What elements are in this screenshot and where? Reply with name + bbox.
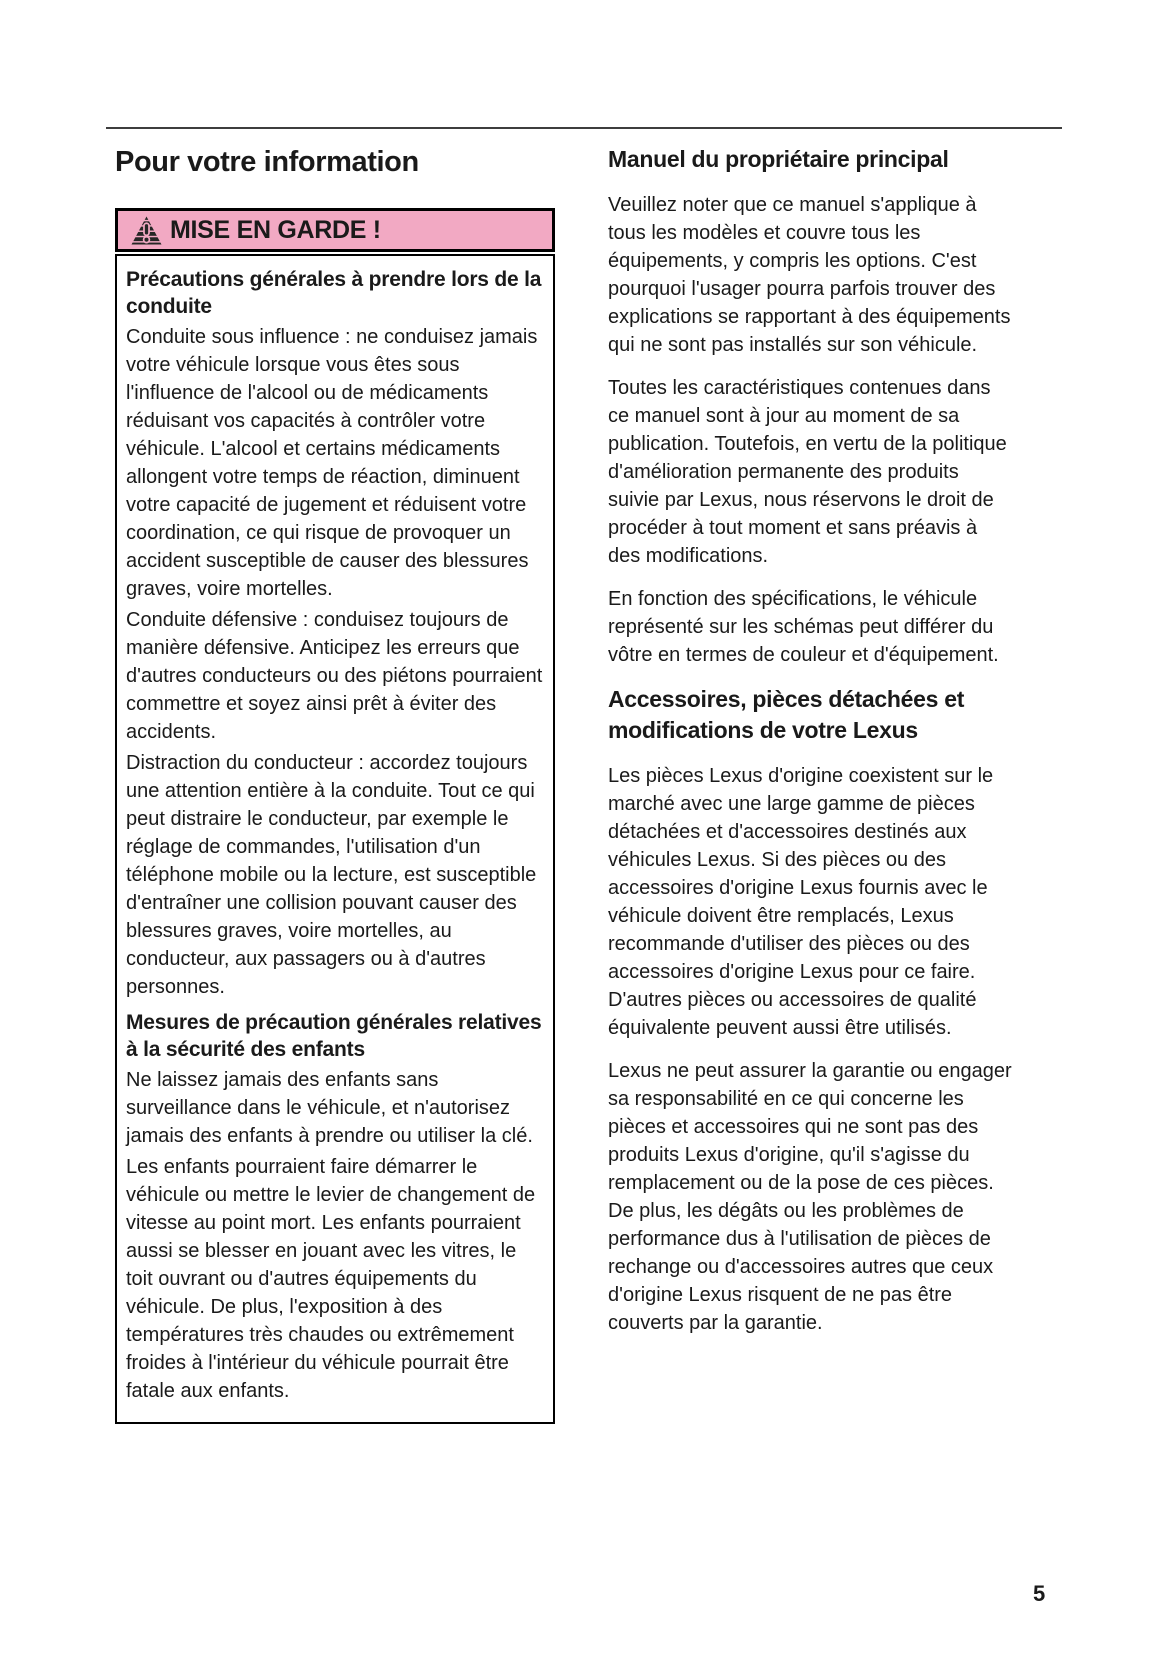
warning-paragraph: Conduite sous influence : ne conduisez jamais votre véhicule lorsque vous êtes sous l'influence de l'alcool ou de médicaments réduisant vos capacités à contrôler votre véhicule. L'alcool et certains médicaments allongent votre temps de réaction, diminuent votre capacité de jugement et réduisent votre coordination, ce qui risque de provoquer un accident susceptible de causer des blessures graves, voire mortelles. bbox=[126, 326, 538, 600]
warning-title: MISE EN GARDE ! bbox=[170, 215, 381, 244]
warning-body bbox=[115, 254, 555, 1424]
warning-paragraph: Distraction du conducteur : accordez toujours une attention entière à la conduite. Tout ce qui peut distraire le conducteur, par exemple le réglage de commandes, l'utilisation d'un téléphone mobile ou la lecture, est susceptible d'entraîner une collision pouvant causer des blessures graves, voire mortelles, au conducteur, aux passagers ou à d'autres personnes. bbox=[126, 752, 537, 998]
body-paragraph: Toutes les caractéristiques contenues dans ce manuel sont à jour au moment de sa publication. Toutefois, en vertu de la politique d'amélioration permanente des produits suivie par Lexus, nous réservons le droit de procéder à tout moment et sans préavis à des modifications. bbox=[608, 377, 1007, 567]
warning-subheading-children: Mesures de précaution générales relatives à la sécurité des enfants bbox=[126, 1011, 542, 1061]
body-paragraph: Lexus ne peut assurer la garantie ou engager sa responsabilité en ce qui concerne les pièces et accessoires qui ne sont pas des produits Lexus d'origine, qu'il s'agisse du remplacement ou de la pose de ces pièces. De plus, les dégâts ou les problèmes de performance dus à l'utilisation de pièces de rechange ou d'accessoires autres que ceux d'origine Lexus risquent de ne pas être couverts par la garantie. bbox=[608, 1060, 1012, 1334]
warning-header bbox=[115, 208, 555, 252]
left-column bbox=[115, 144, 555, 1424]
top-rule bbox=[106, 127, 1062, 129]
warning-paragraph: Les enfants pourraient faire démarrer le véhicule ou mettre le levier de changement de vitesse au point mort. Les enfants pourraient aussi se blesser en jouant avec les vitres, le toit ouvrant ou d'autres équipements du véhicule. De plus, l'exposition à des températures très chaudes ou extrêmement froides à l'intérieur du véhicule pourrait être fatale aux enfants. bbox=[126, 1156, 536, 1402]
body-paragraph: Veuillez noter que ce manuel s'applique à tous les modèles et couvre tous les équipements, y compris les options. C'est pourquoi l'usager pourra parfois trouver des explications se rapportant à des équipements qui ne sont pas installés sur son véhicule. bbox=[608, 194, 1011, 356]
section-heading-owners-manual: Manuel du propriétaire principal bbox=[608, 146, 949, 172]
body-paragraph: En fonction des spécifications, le véhicule représenté sur les schémas peut différer du vôtre en termes de couleur et d'équipement. bbox=[608, 588, 999, 666]
page-title: Pour votre information bbox=[115, 146, 419, 178]
body-paragraph: Les pièces Lexus d'origine coexistent sur le marché avec une large gamme de pièces détachées et d'accessoires destinés aux véhicules Lexus. Si des pièces ou des accessoires d'origine Lexus fournis avec le véhicule doivent être remplacés, Lexus recommande d'utiliser des pièces ou des accessoires d'origine Lexus pour ce faire. D'autres pièces ou accessoires de qualité équivalente peuvent aussi être utilisés. bbox=[608, 765, 994, 1039]
section-heading-accessories: Accessoires, pièces détachées et modifications de votre Lexus bbox=[608, 686, 965, 743]
warning-paragraph: Conduite défensive : conduisez toujours de manière défensive. Anticipez les erreurs que d'autres conducteurs ou des piétons pourraient commettre et soyez ainsi prêt à éviter des accidents. bbox=[126, 609, 543, 743]
warning-box bbox=[115, 208, 555, 1424]
warning-paragraph: Ne laissez jamais des enfants sans surveillance dans le véhicule, et n'autorisez jamais des enfants à prendre ou utiliser la clé. bbox=[126, 1069, 533, 1147]
right-column bbox=[608, 144, 1012, 1352]
warning-subheading-driving: Précautions générales à prendre lors de la conduite bbox=[126, 268, 542, 318]
page-number: 5 bbox=[1033, 1581, 1046, 1606]
warning-triangle-icon bbox=[131, 216, 162, 245]
